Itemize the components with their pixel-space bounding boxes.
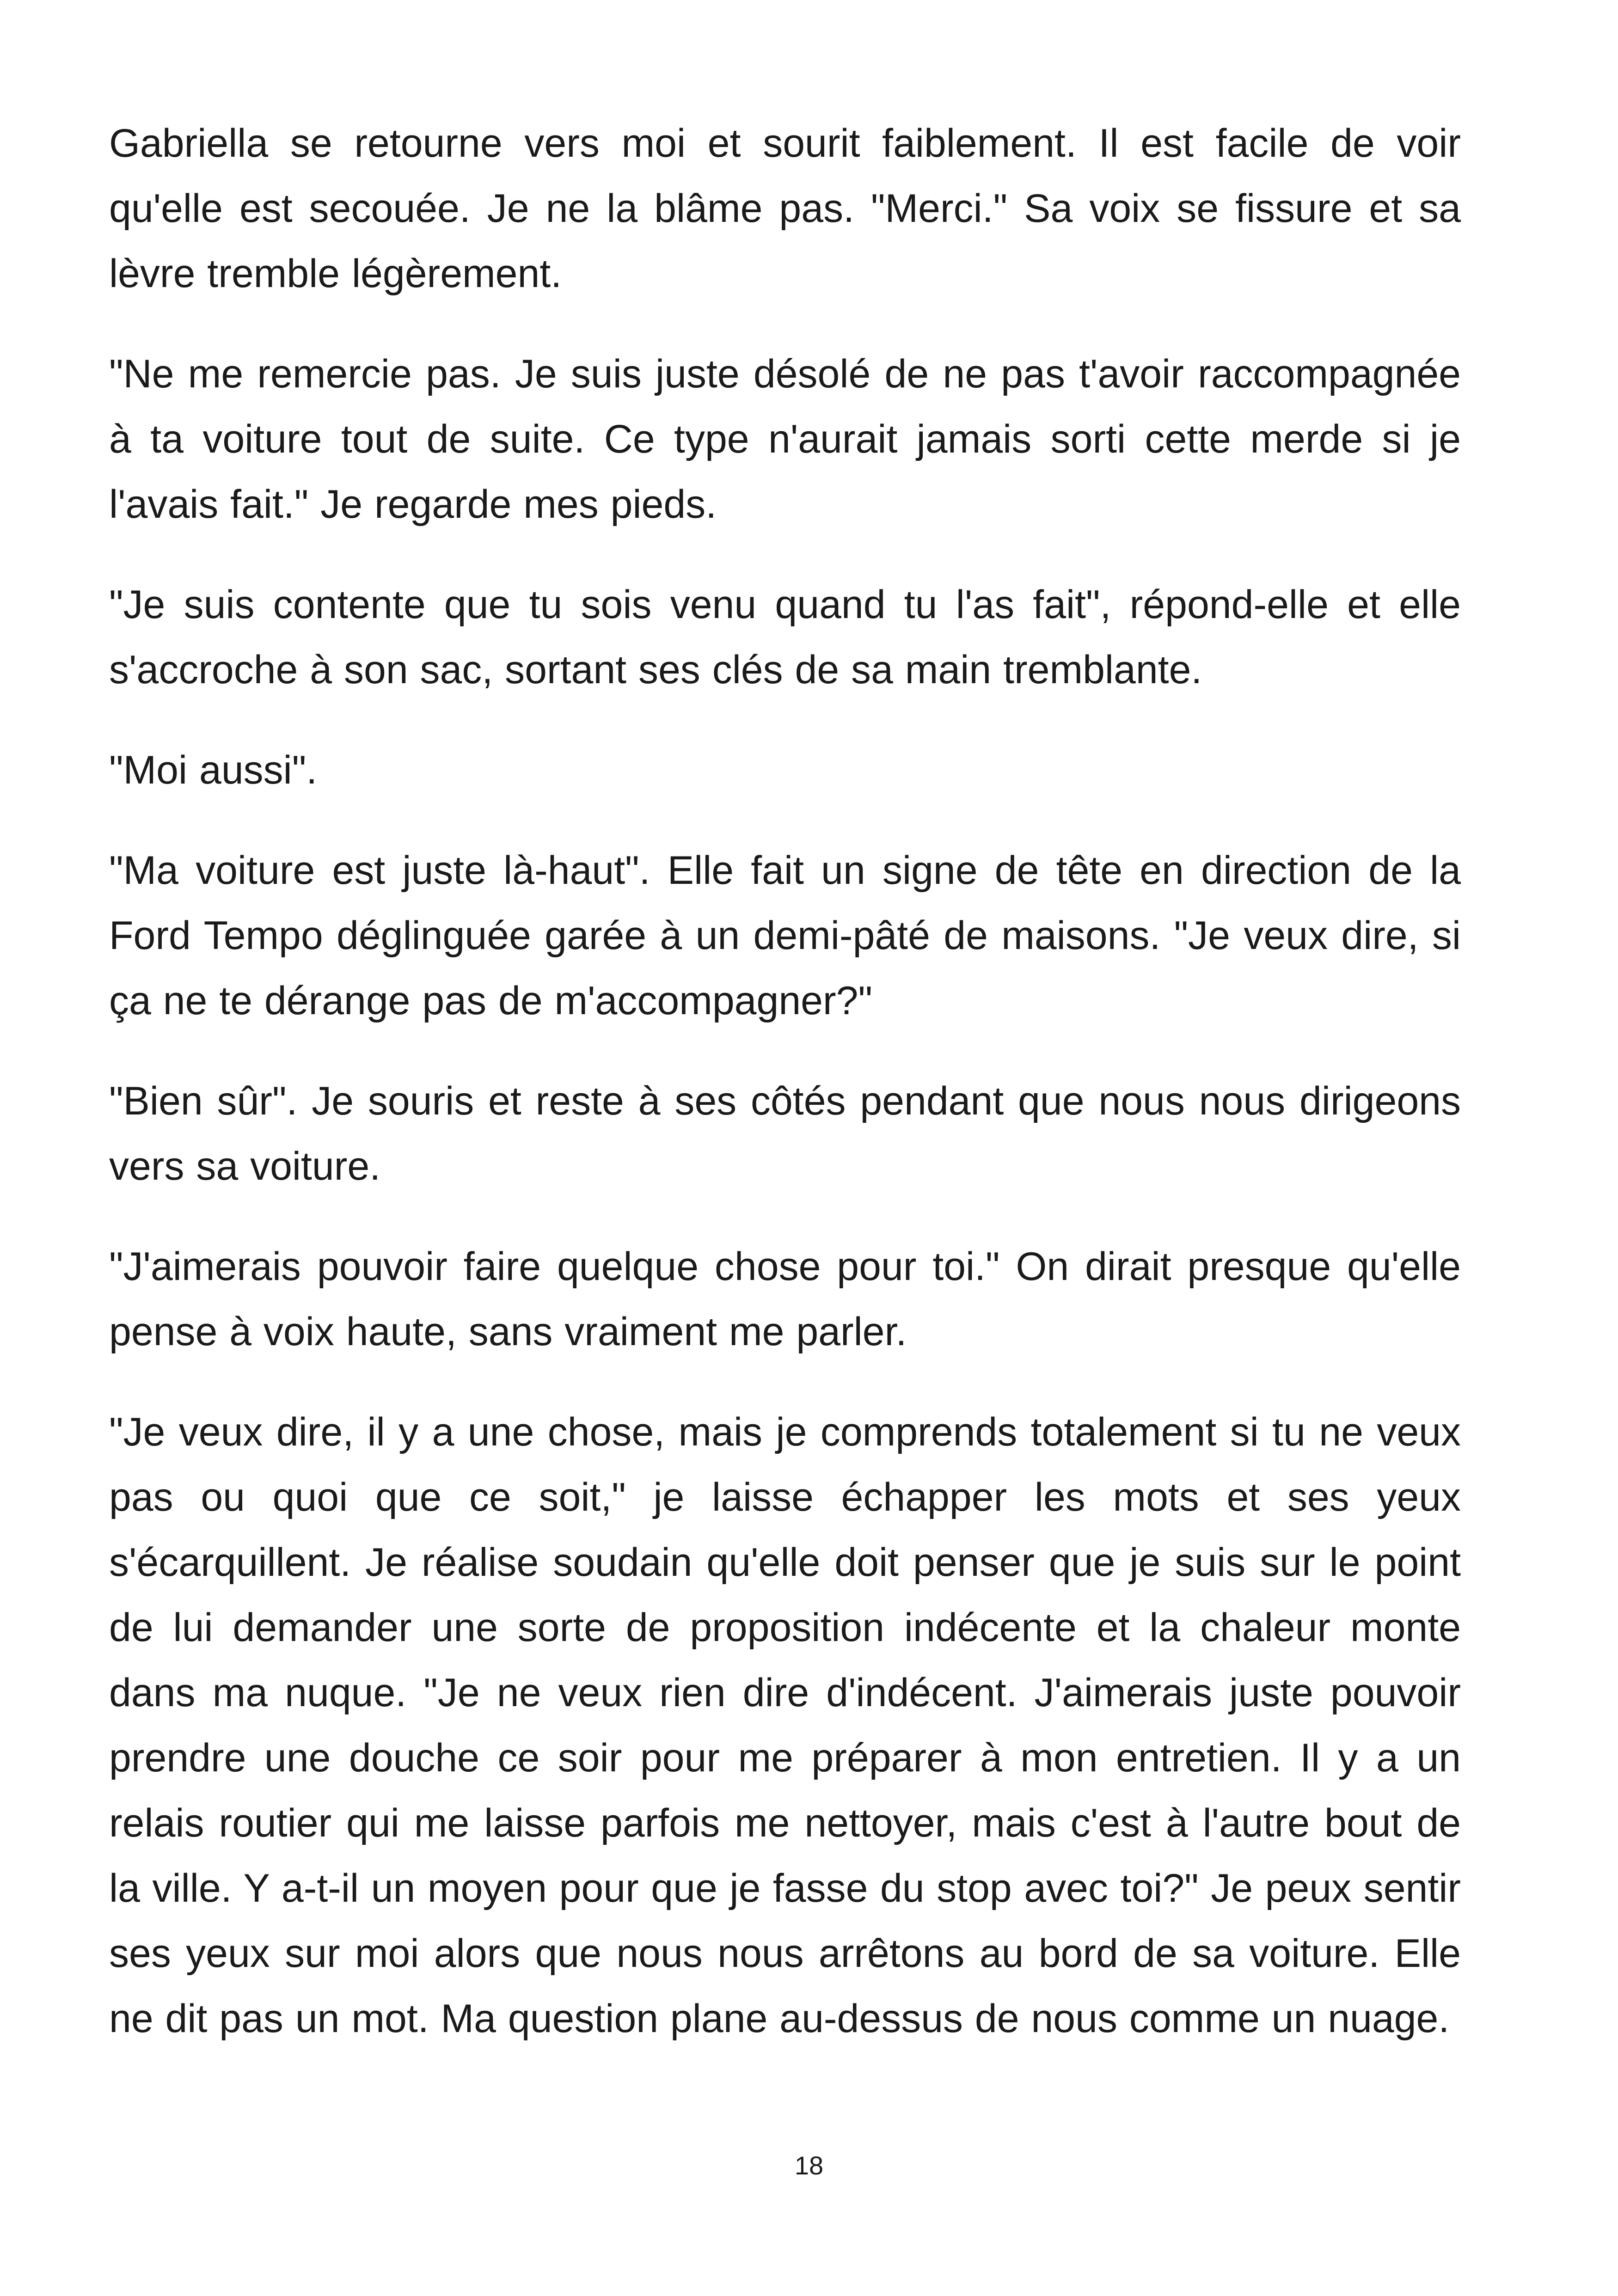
- paragraph: "Je veux dire, il y a une chose, mais je comprends totalement si tu ne veux pas ou quoi que ce soit," je laisse échapper les mots et ses yeux s'écarquillent. Je réalise soudain qu'elle doit penser que je suis sur le point de lui demander une sorte de proposition indécente et la chaleur monte dans ma nuque. "Je ne veux rien dire d'indécent. J'aimerais juste pouvoir prendre une douche ce soir pour me préparer à mon entretien. Il y a un relais routier qui me laisse parfois me nettoyer, mais c'est à l'autre bout de la ville. Y a-t-il un moyen pour que je fasse du stop avec toi?" Je peux sentir ses yeux sur moi alors que nous nous arrêtons au bord de sa voiture. Elle ne dit pas un mot. Ma question plane au-dessus de nous comme un nuage.: [109, 1410, 1461, 2041]
- paragraph: Gabriella se retourne vers moi et sourit faiblement. Il est facile de voir qu'elle est secouée. Je ne la blâme pas. "Merci." Sa voix se fissure et sa lèvre tremble légèrement.: [109, 121, 1461, 296]
- paragraph: "Moi aussi".: [109, 748, 318, 792]
- paragraph: "Ne me remercie pas. Je suis juste désolé de ne pas t'avoir raccompagnée à ta voiture tout de suite. Ce type n'aurait jamais sorti cette merde si je l'avais fait." Je regarde mes pieds.: [109, 352, 1461, 527]
- page-body: [109, 111, 1461, 2087]
- paragraph: "Je suis contente que tu sois venu quand tu l'as fait", répond-elle et elle s'accroche à son sac, sortant ses clés de sa main tremblante.: [109, 582, 1461, 692]
- paragraph: "J'aimerais pouvoir faire quelque chose pour toi." On dirait presque qu'elle pense à voix haute, sans vraiment me parler.: [109, 1244, 1461, 1354]
- paragraph: "Bien sûr". Je souris et reste à ses côtés pendant que nous nous dirigeons vers sa voiture.: [109, 1079, 1461, 1188]
- paragraph: "Ma voiture est juste là-haut". Elle fait un signe de tête en direction de la Ford Tempo déglinguée garée à un demi-pâté de maisons. "Je veux dire, si ça ne te dérange pas de m'accompagner?": [109, 848, 1461, 1023]
- page-number: 18: [794, 2151, 824, 2180]
